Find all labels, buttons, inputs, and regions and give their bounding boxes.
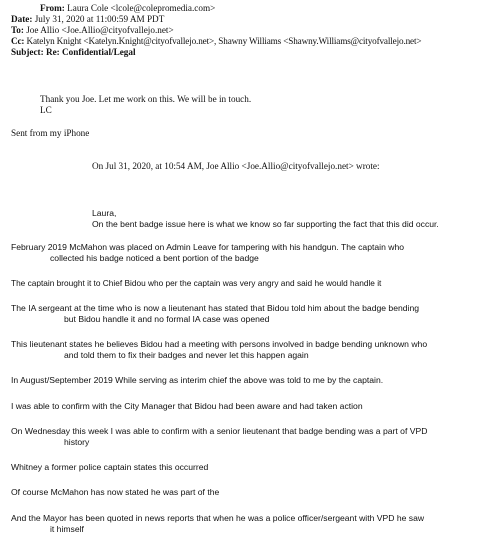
reply-line-1: Thank you Joe. Let me work on this. We will be in touch. [40, 94, 252, 104]
subject-value: Re: Confidential/Legal [45, 47, 136, 57]
quoted-intro: On the bent badge issue here is what we know so far supporting the fact that this did occur. [92, 219, 439, 229]
subject-label: Subject: [11, 47, 44, 57]
quoted-p6: I was able to confirm with the City Manager that Bidou had been aware and had taken action [11, 401, 363, 411]
quoted-p4-line1: This lieutenant states he believes Bidou had a meeting with persons involved in badge bending unknown who [11, 339, 428, 349]
quoted-p1-line1: February 2019 McMahon was placed on Admin Leave for tampering with his handgun. The captain who [11, 242, 404, 252]
reply-line-2: LC [40, 105, 52, 115]
cc-value: Katelyn Knight <Katelyn.Knight@cityofvallejo.net>, Shawny Williams <Shawny.Williams@cityofvallejo.net> [26, 36, 422, 46]
quoted-p8: Whitney a former police captain states this occurred [11, 462, 209, 472]
quoted-p4-line2: and told them to fix their badges and never let this happen again [64, 350, 309, 360]
to-value: Joe Allio <Joe.Allio@cityofvallejo.net> [26, 25, 174, 35]
quoted-p5: In August/September 2019 While serving as interim chief the above was told to me by the captain. [11, 375, 384, 385]
quoted-p7-line2: history [64, 437, 90, 447]
quoted-p1-line2: collected his badge noticed a bent portion of the badge [50, 253, 259, 263]
quoted-p3-line1: The IA sergeant at the time who is now a lieutenant has stated that Bidou told him about the badge bending [11, 303, 420, 313]
from-line [40, 3, 215, 14]
quoted-p7-line1: On Wednesday this week I was able to confirm with a senior lieutenant that badge bending was a part of VPD [11, 426, 428, 436]
date-line [11, 14, 164, 25]
quote-header: On Jul 31, 2020, at 10:54 AM, Joe Allio <Joe.Allio@cityofvallejo.net> wrote: [92, 161, 380, 171]
signature: Sent from my iPhone [11, 128, 90, 138]
from-label: From: [40, 3, 65, 13]
cc-line [11, 36, 421, 47]
cc-label: Cc: [11, 36, 25, 46]
from-value: Laura Cole <lcole@colepromedia.com> [67, 3, 216, 13]
quoted-greeting: Laura, [92, 208, 117, 218]
quoted-p2: The captain brought it to Chief Bidou who per the captain was very angry and said he would handle it [11, 278, 382, 288]
quoted-p3-line2: but Bidou handle it and no formal IA case was opened [64, 314, 270, 324]
date-value: July 31, 2020 at 11:00:59 AM PDT [34, 14, 165, 24]
quoted-p10-line2: it himself [50, 524, 84, 534]
to-label: To: [11, 25, 24, 35]
quoted-p9: Of course McMahon has now stated he was part of the [11, 487, 220, 497]
subject-line [11, 47, 136, 58]
to-line [11, 25, 174, 36]
date-label: Date: [11, 14, 33, 24]
quoted-p10-line1: And the Mayor has been quoted in news reports that when he was a police officer/sergeant with VPD he saw [11, 513, 425, 523]
